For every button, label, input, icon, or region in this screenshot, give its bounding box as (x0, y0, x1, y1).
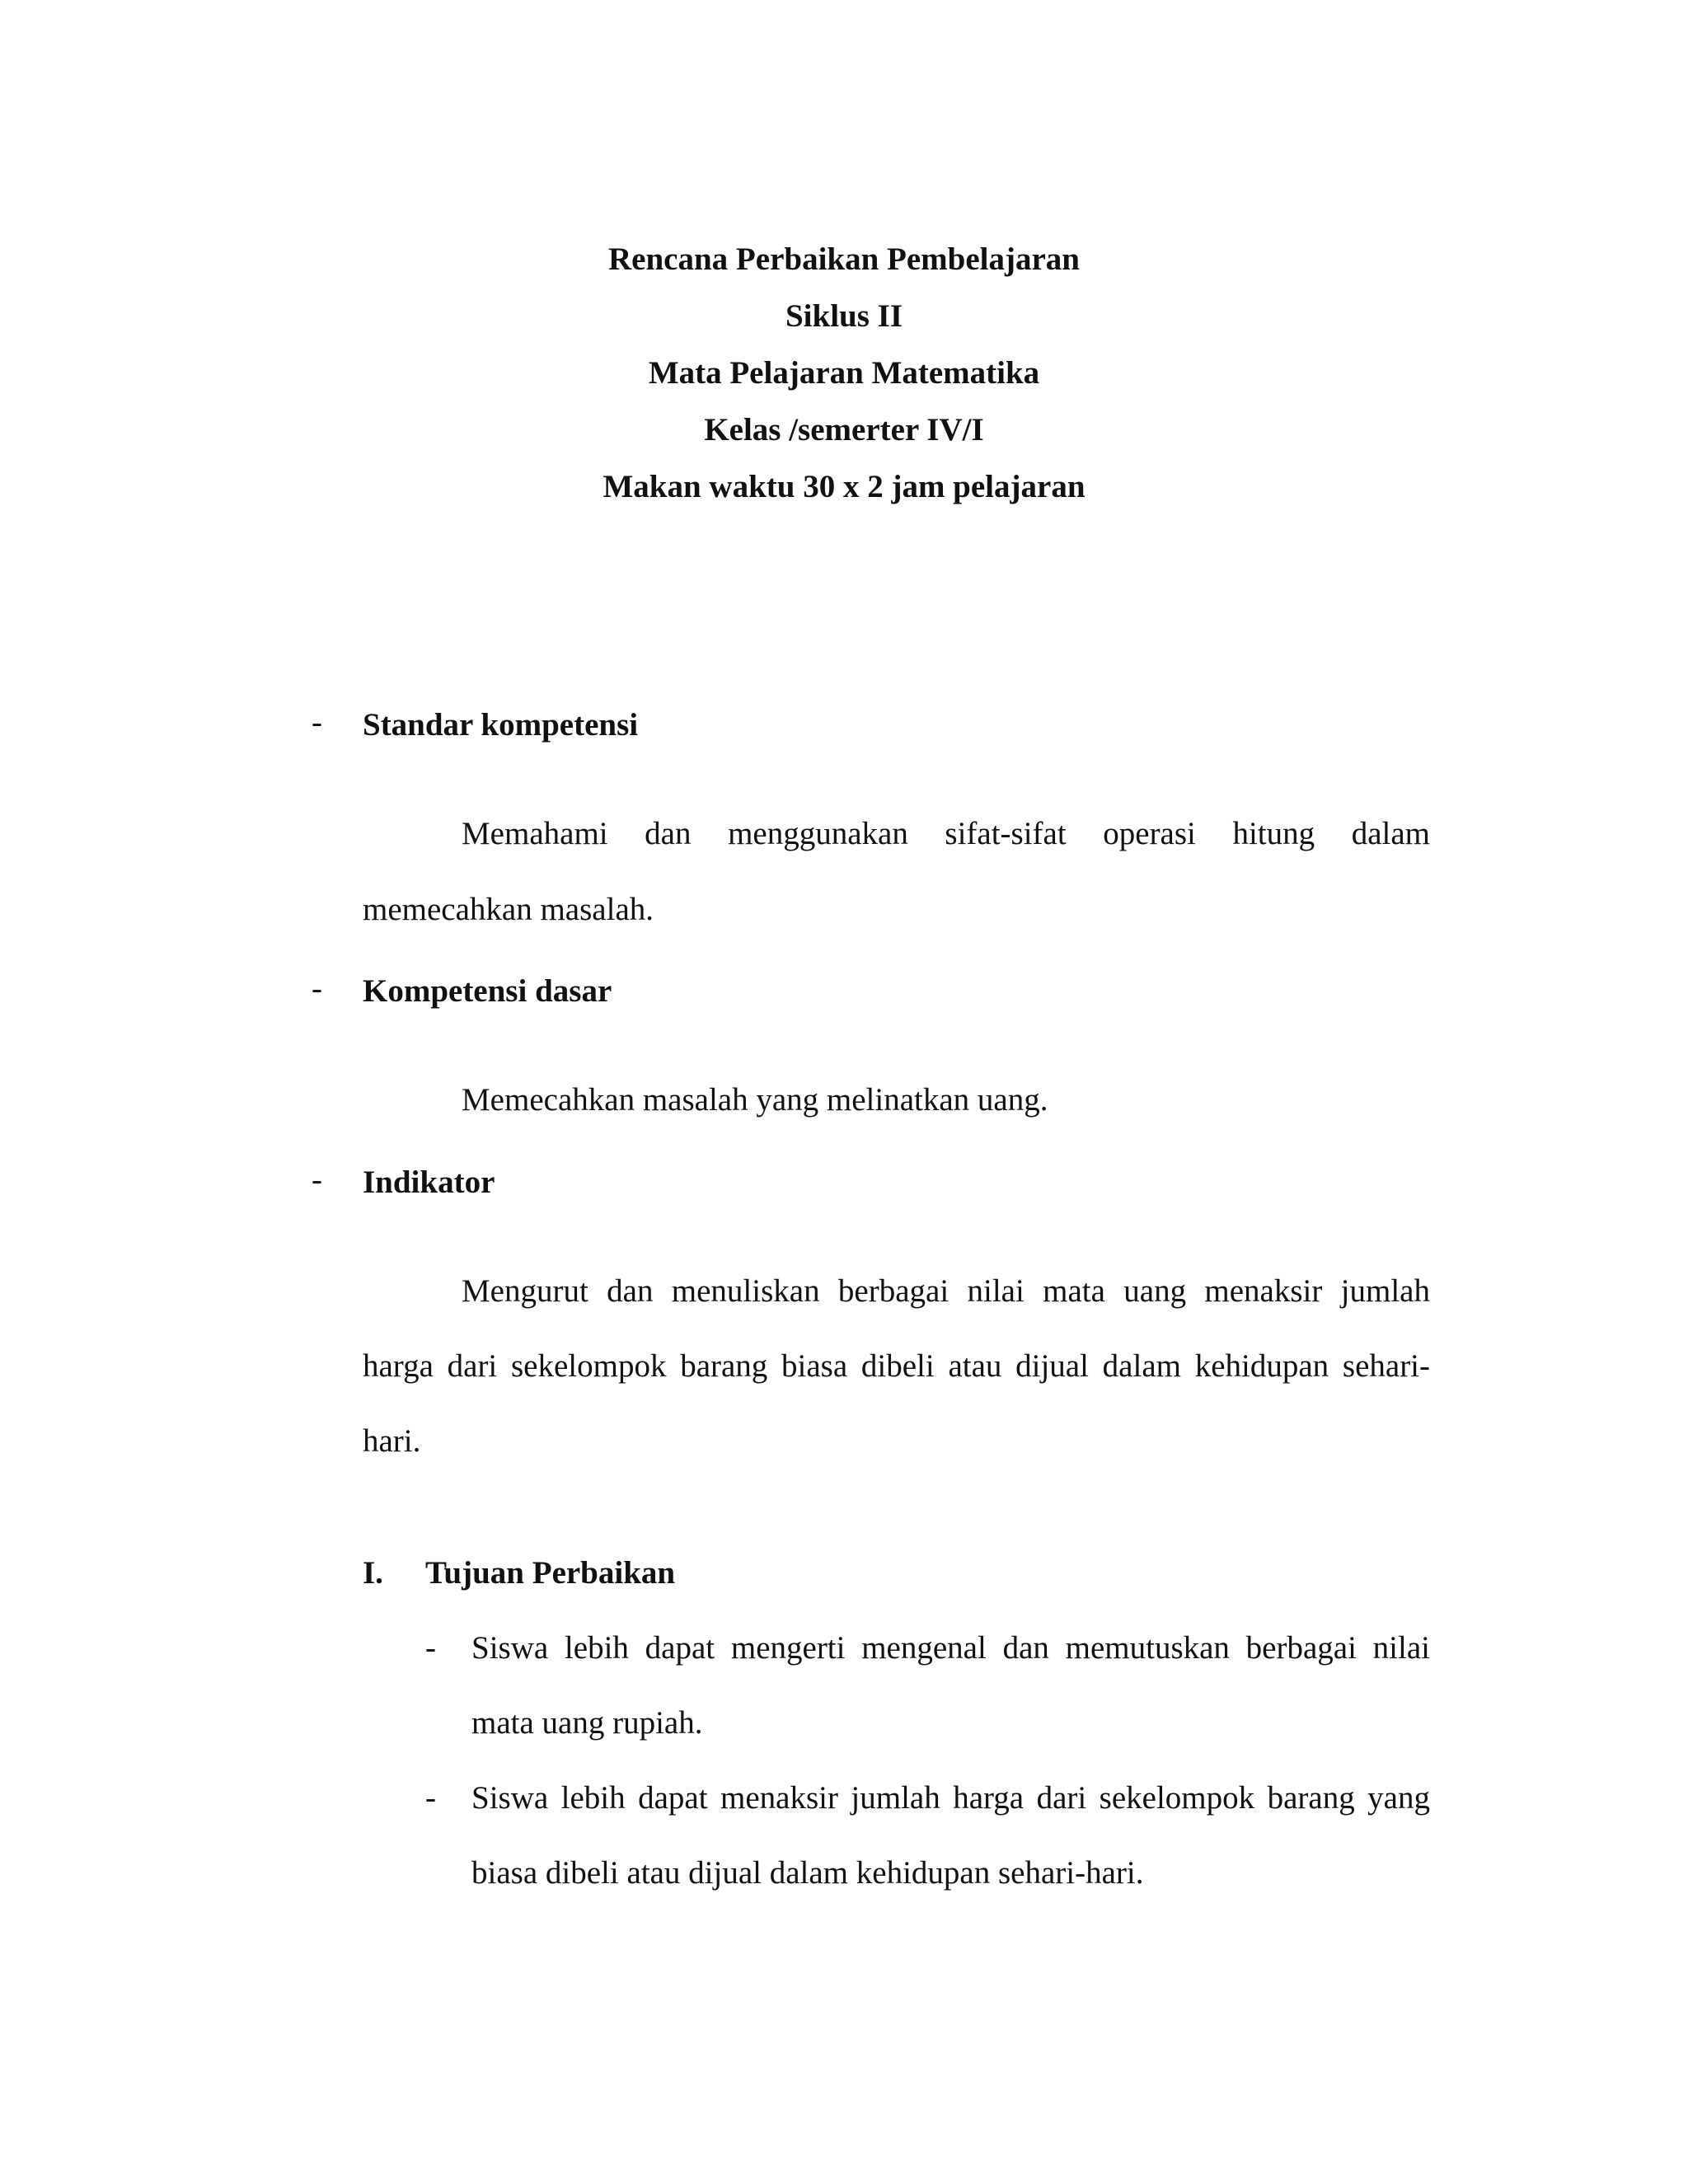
time-allocation-label: Makan waktu 30 x 2 jam pelajaran (603, 469, 1085, 504)
bullet-dash-indikator: - (312, 1162, 322, 1197)
class-semester-label: Kelas /semerter IV/I (704, 412, 984, 448)
document-title: Rencana Perbaikan Pembelajaran (608, 241, 1080, 277)
tujuan-heading: Tujuan Perbaikan (425, 1555, 676, 1591)
indikator-text-line1: Mengurut dan menuliskan berbagai nilai mata uang menaksir jumlah (462, 1273, 1430, 1309)
indikator-heading: Indikator (363, 1165, 495, 1200)
tujuan-item-2-line2: biasa dibeli atau dijual dalam kehidupan sehari-hari. (471, 1855, 1144, 1891)
bullet-dash-kompetensi: - (312, 971, 322, 1006)
standar-text-line2: memecahkan masalah. (363, 892, 654, 927)
tujuan-item-1-line1: Siswa lebih dapat mengerti mengenal dan memutuskan berbagai nilai (471, 1630, 1430, 1666)
subject-label: Mata Pelajaran Matematika (648, 355, 1040, 391)
indikator-text-line2: harga dari sekelompok barang biasa dibeli atau dijual dalam kehidupan sehari- (363, 1348, 1430, 1384)
kompetensi-heading: Kompetensi dasar (363, 973, 612, 1009)
indikator-text-line3: hari. (363, 1423, 421, 1459)
standar-heading: Standar kompetensi (363, 707, 639, 743)
tujuan-item-1-line2: mata uang rupiah. (471, 1705, 703, 1741)
section-number: I. (363, 1555, 383, 1591)
tujuan-item-2-dash: - (425, 1780, 436, 1816)
cycle-label: Siklus II (785, 298, 903, 334)
standar-text-line1: Memahami dan menggunakan sifat-sifat operasi hitung dalam (462, 816, 1430, 851)
bullet-dash-standar: - (312, 705, 322, 740)
tujuan-item-1-dash: - (425, 1630, 436, 1666)
kompetensi-text: Memecahkan masalah yang melinatkan uang. (462, 1082, 1048, 1118)
tujuan-item-2-line1: Siswa lebih dapat menaksir jumlah harga dari sekelompok barang yang (471, 1780, 1430, 1816)
title-block (0, 231, 1688, 515)
